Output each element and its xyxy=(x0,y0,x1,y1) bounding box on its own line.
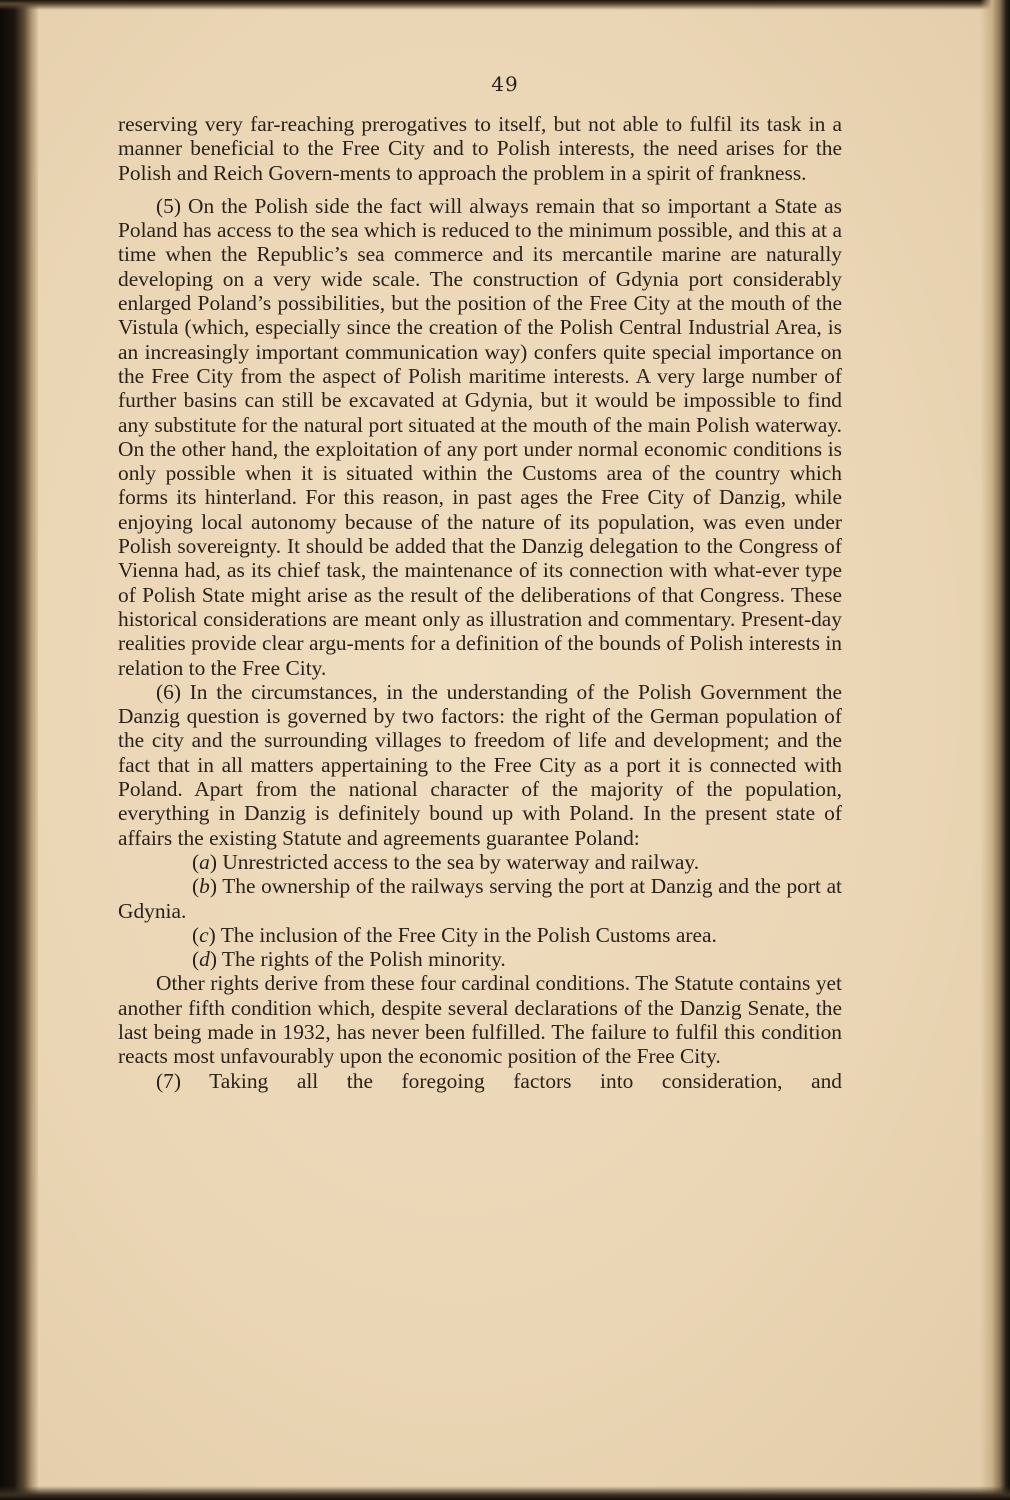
list-item-text: The inclusion of the Free City in the Polish Customs area. xyxy=(220,922,717,947)
list-item-letter: d xyxy=(199,947,210,972)
list-item: (c) The inclusion of the Free City in the Polish Customs area. xyxy=(192,922,717,947)
list-item: (b) The ownership of the railways serving the port at Danzig and the port at Gdynia. xyxy=(118,874,843,923)
paragraph-7-start: (7) Taking all the foregoing factors into consideration, and xyxy=(156,1068,842,1093)
list-item-letter: b xyxy=(199,874,210,899)
page-right-edge xyxy=(980,0,1010,1500)
list-item-text: Unrestricted access to the sea by waterway and railway. xyxy=(222,849,700,874)
page-top-edge xyxy=(0,0,1010,10)
paragraph-6: (6) In the circumstances, in the understanding of the Polish Government the Danzig question is governed by two factors: the right of the German population of the city and the surrounding villages to freedom of life and development; and the fact that in all matters appertaining to the Free City as a port it is connected with Poland. Apart from the national character of the majority of the population, everything in Danzig is definitely bound up with Poland. In the present state of affairs the existing Statute and agreements guarantee Poland: xyxy=(118,679,842,850)
book-spine-shadow xyxy=(0,0,38,1500)
list-item: (a) Unrestricted access to the sea by waterway and railway. xyxy=(192,849,700,874)
page-number: 49 xyxy=(491,72,519,96)
list-item-text: The ownership of the railways serving the port at Danzig and the port at Gdynia. xyxy=(118,874,843,923)
list-item-letter: c xyxy=(199,922,209,947)
page-bottom-edge xyxy=(0,1486,1010,1500)
paragraph-other-rights: Other rights derive from these four cardinal conditions. The Statute contains yet another fifth condition which, despite several declarations of the Danzig Senate, the last being made in 1932, has never been fulfilled. The failure to fulfil this condition reacts most unfavourably upon the economic position of the Free City. xyxy=(118,971,842,1069)
list-item: (d) The rights of the Polish minority. xyxy=(192,947,506,972)
body-text xyxy=(118,112,842,1093)
list-item-text: The rights of the Polish minority. xyxy=(221,947,506,972)
list-item-letter: a xyxy=(199,849,210,874)
paragraph-continuation: reserving very far-reaching prerogatives to itself, but not able to fulfil its task in a manner beneficial to the Free City and to Polish interests, the need arises for the Polish and Reich Govern-ments to approach the problem in a spirit of frankness. xyxy=(118,112,842,185)
paragraph-5: (5) On the Polish side the fact will always remain that so important a State as Poland has access to the sea which is reduced to the minimum possible, and this at a time when the Republic’s sea commerce and its mercantile marine are naturally developing on a very wide scale. The construction of Gdynia port considerably enlarged Poland’s possibilities, but the position of the Free City at the mouth of the Vistula (which, especially since the creation of the Polish Central Industrial Area, is an increasingly important communication way) confers quite special importance on the Free City from the aspect of Polish maritime interests. A very large number of further basins can still be excavated at Gdynia, but it would be impossible to find any substitute for the natural port situated at the mouth of the main Polish waterway. On the other hand, the exploitation of any port under normal economic conditions is only possible when it is situated within the Customs area of the country which forms its hinterland. For this reason, in past ages the Free City of Danzig, while enjoying local autonomy because of the nature of its population, was even under Polish sovereignty. It should be added that the Danzig delegation to the Congress of Vienna had, as its chief task, the maintenance of its connection with what-ever type of Polish State might arise as the result of the deliberations of that Congress. These historical considerations are meant only as illustration and commentary. Present-day realities provide clear argu-ments for a definition of the bounds of Polish interests in relation to the Free City. xyxy=(118,193,842,680)
